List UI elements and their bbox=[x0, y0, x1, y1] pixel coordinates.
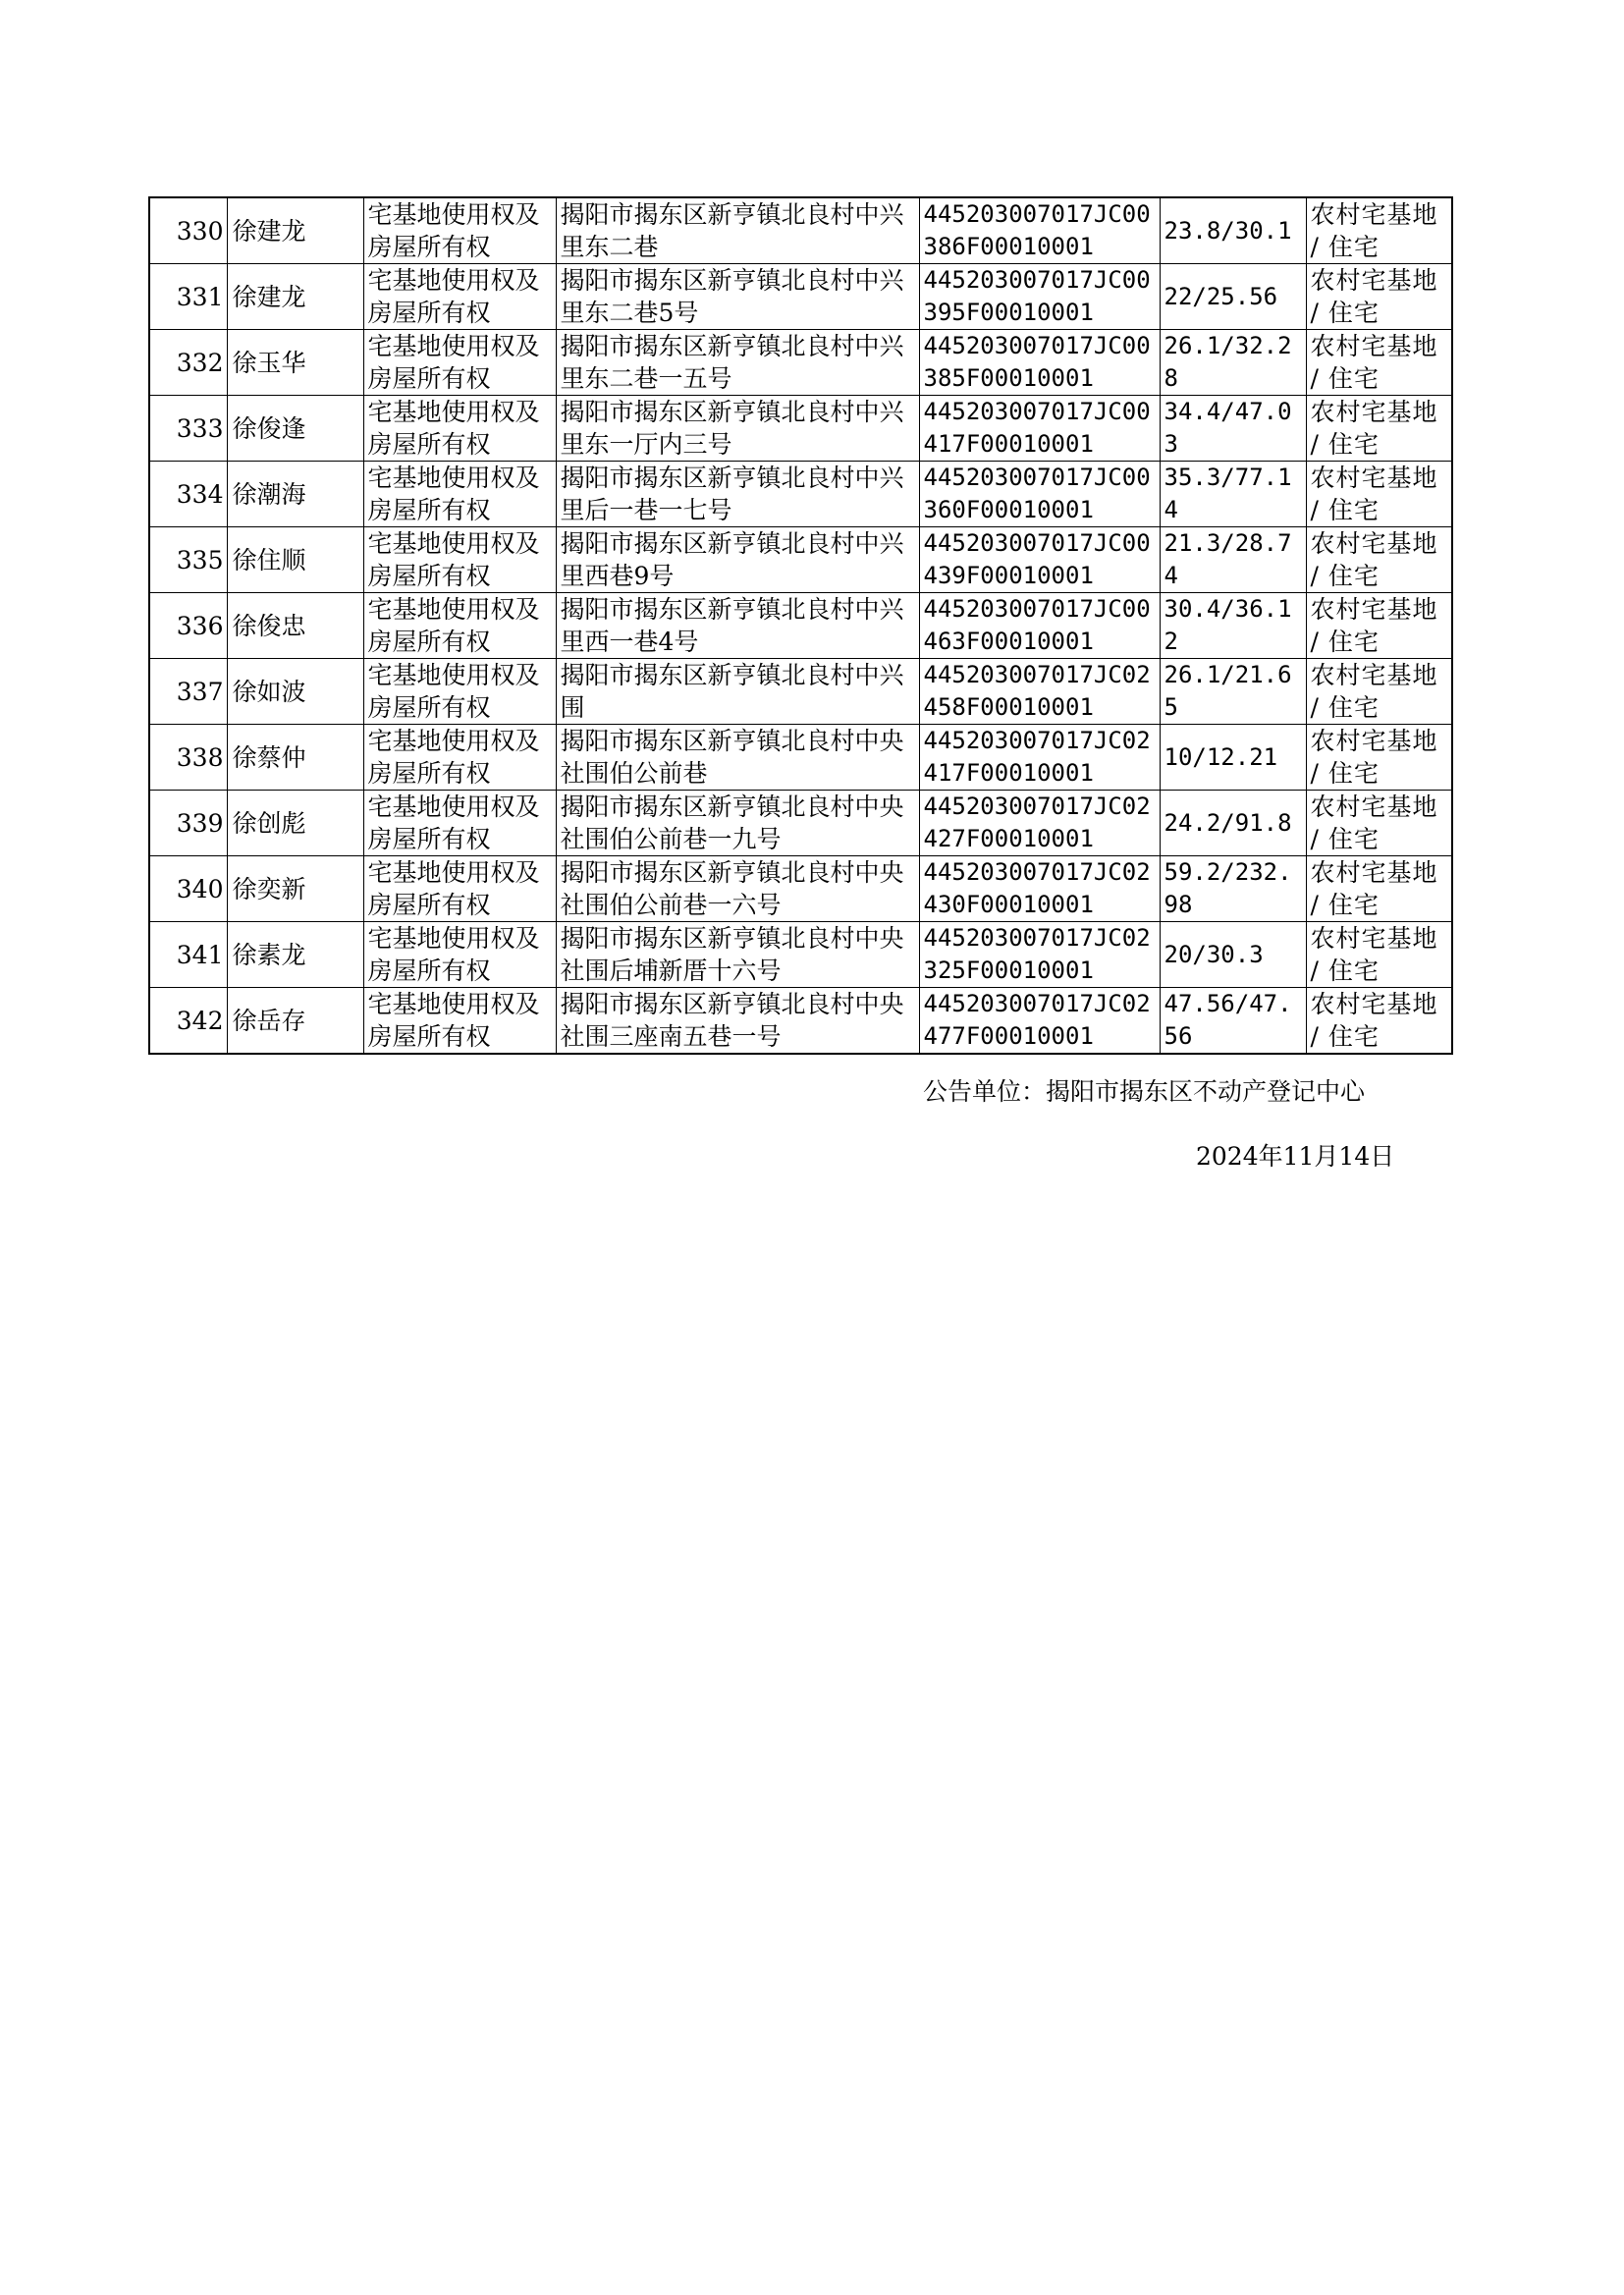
owner-name: 徐俊逢 bbox=[227, 396, 363, 462]
property-location: 揭阳市揭东区新亨镇北良村中央社围三座南五巷一号 bbox=[556, 988, 919, 1055]
property-location: 揭阳市揭东区新亨镇北良村中央社围伯公前巷一六号 bbox=[556, 856, 919, 922]
table-row bbox=[149, 330, 1452, 396]
row-number: 339 bbox=[149, 791, 227, 856]
property-location: 揭阳市揭东区新亨镇北良村中央社围伯公前巷一九号 bbox=[556, 791, 919, 856]
row-number: 337 bbox=[149, 659, 227, 725]
owner-name: 徐奕新 bbox=[227, 856, 363, 922]
usage-type: 农村宅基地 / 住宅 bbox=[1306, 197, 1452, 264]
row-number: 333 bbox=[149, 396, 227, 462]
unit-code: 445203007017JC00360F00010001 bbox=[919, 462, 1160, 527]
row-number: 331 bbox=[149, 264, 227, 330]
area-value: 34.4/47.03 bbox=[1160, 396, 1306, 462]
table-row bbox=[149, 659, 1452, 725]
issue-date: 2024年11月14日 bbox=[1196, 1142, 1395, 1171]
table-row bbox=[149, 527, 1452, 593]
owner-name: 徐创彪 bbox=[227, 791, 363, 856]
area-value: 35.3/77.14 bbox=[1160, 462, 1306, 527]
owner-name: 徐建龙 bbox=[227, 197, 363, 264]
row-number: 330 bbox=[149, 197, 227, 264]
property-location: 揭阳市揭东区新亨镇北良村中兴里西一巷4号 bbox=[556, 593, 919, 659]
property-location: 揭阳市揭东区新亨镇北良村中兴里东二巷一五号 bbox=[556, 330, 919, 396]
table-row bbox=[149, 988, 1452, 1055]
property-location: 揭阳市揭东区新亨镇北良村中兴里西巷9号 bbox=[556, 527, 919, 593]
usage-type: 农村宅基地 / 住宅 bbox=[1306, 396, 1452, 462]
row-number: 335 bbox=[149, 527, 227, 593]
usage-type: 农村宅基地 / 住宅 bbox=[1306, 922, 1452, 988]
property-location: 揭阳市揭东区新亨镇北良村中兴里后一巷一七号 bbox=[556, 462, 919, 527]
usage-type: 农村宅基地 / 住宅 bbox=[1306, 264, 1452, 330]
table-row bbox=[149, 462, 1452, 527]
right-type: 宅基地使用权及房屋所有权 bbox=[363, 988, 556, 1055]
row-number: 338 bbox=[149, 725, 227, 791]
right-type: 宅基地使用权及房屋所有权 bbox=[363, 527, 556, 593]
right-type: 宅基地使用权及房屋所有权 bbox=[363, 725, 556, 791]
row-number: 340 bbox=[149, 856, 227, 922]
right-type: 宅基地使用权及房屋所有权 bbox=[363, 462, 556, 527]
area-value: 21.3/28.74 bbox=[1160, 527, 1306, 593]
property-location: 揭阳市揭东区新亨镇北良村中兴里东二巷5号 bbox=[556, 264, 919, 330]
table-row bbox=[149, 922, 1452, 988]
usage-type: 农村宅基地 / 住宅 bbox=[1306, 856, 1452, 922]
right-type: 宅基地使用权及房屋所有权 bbox=[363, 330, 556, 396]
usage-type: 农村宅基地 / 住宅 bbox=[1306, 330, 1452, 396]
owner-name: 徐潮海 bbox=[227, 462, 363, 527]
owner-name: 徐建龙 bbox=[227, 264, 363, 330]
area-value: 22/25.56 bbox=[1160, 264, 1306, 330]
property-location: 揭阳市揭东区新亨镇北良村中央社围后埔新厝十六号 bbox=[556, 922, 919, 988]
area-value: 10/12.21 bbox=[1160, 725, 1306, 791]
unit-code: 445203007017JC00385F00010001 bbox=[919, 330, 1160, 396]
unit-code: 445203007017JC00417F00010001 bbox=[919, 396, 1160, 462]
usage-type: 农村宅基地 / 住宅 bbox=[1306, 527, 1452, 593]
right-type: 宅基地使用权及房屋所有权 bbox=[363, 791, 556, 856]
unit-code: 445203007017JC00439F00010001 bbox=[919, 527, 1160, 593]
unit-code: 445203007017JC02325F00010001 bbox=[919, 922, 1160, 988]
right-type: 宅基地使用权及房屋所有权 bbox=[363, 922, 556, 988]
right-type: 宅基地使用权及房屋所有权 bbox=[363, 659, 556, 725]
row-number: 332 bbox=[149, 330, 227, 396]
owner-name: 徐如波 bbox=[227, 659, 363, 725]
property-location: 揭阳市揭东区新亨镇北良村中兴里东二巷 bbox=[556, 197, 919, 264]
table-row bbox=[149, 725, 1452, 791]
table-row bbox=[149, 264, 1452, 330]
row-number: 336 bbox=[149, 593, 227, 659]
row-number: 334 bbox=[149, 462, 227, 527]
area-value: 30.4/36.12 bbox=[1160, 593, 1306, 659]
usage-type: 农村宅基地 / 住宅 bbox=[1306, 988, 1452, 1055]
owner-name: 徐住顺 bbox=[227, 527, 363, 593]
area-value: 20/30.3 bbox=[1160, 922, 1306, 988]
table-row bbox=[149, 791, 1452, 856]
unit-code: 445203007017JC02458F00010001 bbox=[919, 659, 1160, 725]
right-type: 宅基地使用权及房屋所有权 bbox=[363, 593, 556, 659]
owner-name: 徐蔡仲 bbox=[227, 725, 363, 791]
right-type: 宅基地使用权及房屋所有权 bbox=[363, 396, 556, 462]
property-location: 揭阳市揭东区新亨镇北良村中央社围伯公前巷 bbox=[556, 725, 919, 791]
area-value: 59.2/232.98 bbox=[1160, 856, 1306, 922]
registry-table bbox=[148, 196, 1453, 1055]
area-value: 26.1/21.65 bbox=[1160, 659, 1306, 725]
area-value: 26.1/32.28 bbox=[1160, 330, 1306, 396]
row-number: 341 bbox=[149, 922, 227, 988]
right-type: 宅基地使用权及房屋所有权 bbox=[363, 856, 556, 922]
property-location: 揭阳市揭东区新亨镇北良村中兴里东一厅内三号 bbox=[556, 396, 919, 462]
unit-code: 445203007017JC00386F00010001 bbox=[919, 197, 1160, 264]
unit-code: 445203007017JC02427F00010001 bbox=[919, 791, 1160, 856]
table-row bbox=[149, 396, 1452, 462]
area-value: 23.8/30.1 bbox=[1160, 197, 1306, 264]
table-body bbox=[149, 197, 1452, 1054]
owner-name: 徐岳存 bbox=[227, 988, 363, 1055]
unit-code: 445203007017JC00463F00010001 bbox=[919, 593, 1160, 659]
usage-type: 农村宅基地 / 住宅 bbox=[1306, 593, 1452, 659]
unit-code: 445203007017JC02477F00010001 bbox=[919, 988, 1160, 1055]
property-location: 揭阳市揭东区新亨镇北良村中兴围 bbox=[556, 659, 919, 725]
usage-type: 农村宅基地 / 住宅 bbox=[1306, 791, 1452, 856]
table-row bbox=[149, 593, 1452, 659]
table-row bbox=[149, 856, 1452, 922]
usage-type: 农村宅基地 / 住宅 bbox=[1306, 725, 1452, 791]
table-row bbox=[149, 197, 1452, 264]
owner-name: 徐玉华 bbox=[227, 330, 363, 396]
unit-code: 445203007017JC02430F00010001 bbox=[919, 856, 1160, 922]
right-type: 宅基地使用权及房屋所有权 bbox=[363, 197, 556, 264]
owner-name: 徐素龙 bbox=[227, 922, 363, 988]
unit-code: 445203007017JC00395F00010001 bbox=[919, 264, 1160, 330]
area-value: 47.56/47.56 bbox=[1160, 988, 1306, 1055]
right-type: 宅基地使用权及房屋所有权 bbox=[363, 264, 556, 330]
row-number: 342 bbox=[149, 988, 227, 1055]
usage-type: 农村宅基地 / 住宅 bbox=[1306, 659, 1452, 725]
unit-code: 445203007017JC02417F00010001 bbox=[919, 725, 1160, 791]
owner-name: 徐俊忠 bbox=[227, 593, 363, 659]
usage-type: 农村宅基地 / 住宅 bbox=[1306, 462, 1452, 527]
area-value: 24.2/91.8 bbox=[1160, 791, 1306, 856]
issuer-footer: 公告单位：揭阳市揭东区不动产登记中心 bbox=[923, 1077, 1366, 1106]
